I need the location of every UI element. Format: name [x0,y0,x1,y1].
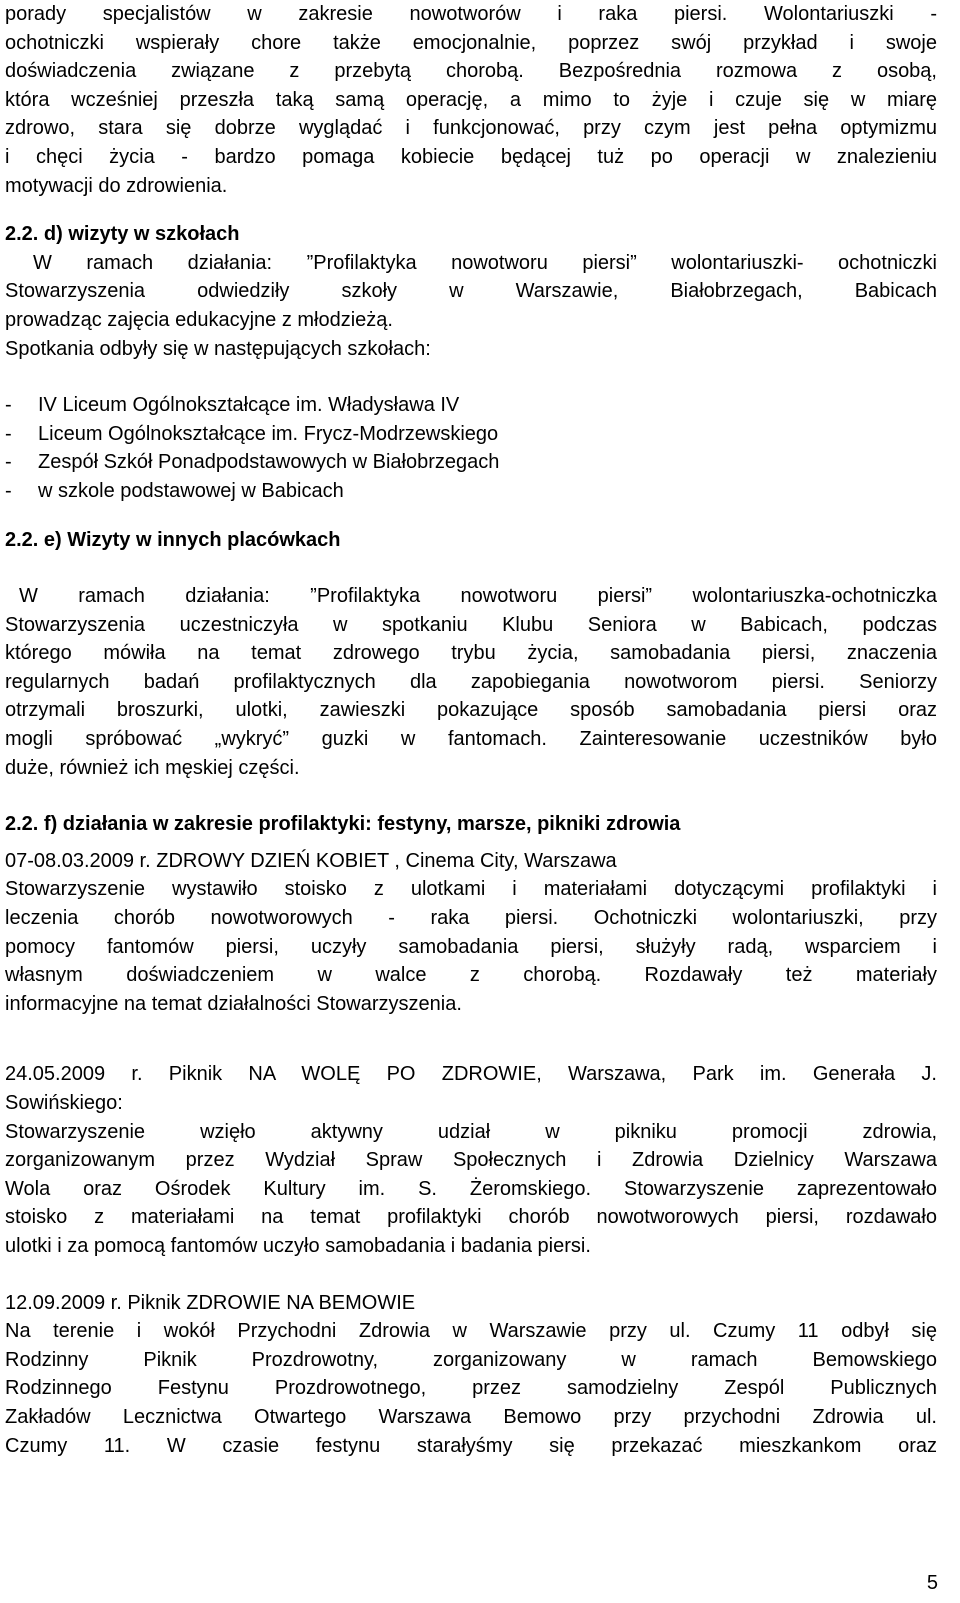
text-line: Na terenie i wokół Przychodni Zdrowia w Warszawie przy ul. Czumy 11 odbył się [5,1320,937,1343]
text-line: Wola oraz Ośrodek Kultury im. S. Żeromskiego. Stowarzyszenie zaprezentowało [5,1177,937,1200]
list-item-text: Liceum Ogólnokształcące im. Frycz-Modrzewskiego [38,422,499,445]
school-list [5,391,937,505]
text-line: Zakładów Lecznictwa Otwartego Warszawa Bemowo przy przychodni Zdrowia ul. [5,1405,937,1428]
text-line: pomocy fantomów piersi, uczyły samobadania piersi, służyły radą, wsparciem i [5,935,937,958]
list-item-text: IV Liceum Ogólnokształcące im. Władysława IV [38,394,460,417]
section-heading-f: 2.2. f) działania w zakresie profilaktyki: festyny, marsze, pikniki zdrowia [5,813,681,836]
text-line: otrzymali broszurki, ulotki, zawieszki pokazujące sposób samobadania piersi oraz [5,699,937,722]
text-line: prowadząc zajęcia edukacyjne z młodzieżą. [5,308,393,331]
intro-paragraph [5,0,937,200]
event-title: 07-08.03.2009 r. ZDROWY DZIEŃ KOBIET , Cinema City, Warszawa [5,849,617,872]
text-line: W ramach działania: ”Profilaktyka nowotworu piersi” wolontariuszka-ochotniczka [19,585,937,608]
text-line: porady specjalistów w zakresie nowotworów i raka piersi. Wolontariuszki - [5,3,937,25]
text-line: ochotniczki wspierały chore także emocjonalnie, poprzez swój przykład i swoje [5,31,937,54]
section-d-paragraph [5,249,937,363]
section-heading-d: 2.2. d) wizyty w szkołach [5,223,240,246]
event-title: Sowińskiego: [5,1092,123,1114]
section-heading-e: 2.2. e) Wizyty w innych placówkach [5,528,341,551]
text-line: Czumy 11. W czasie festynu starałyśmy się przekazać mieszkankom oraz [5,1434,937,1457]
list-item-text: w szkole podstawowej w Babicach [38,479,344,502]
document-page [5,0,937,1460]
event-title: 12.09.2009 r. Piknik ZDROWIE NA BEMOWIE [5,1291,416,1314]
text-line: Spotkania odbyły się w następujących szkołach: [5,337,431,360]
text-line: ulotki i za pomocą fantomów uczyło samobadania i badania piersi. [5,1234,591,1257]
text-line: Stowarzyszenia odwiedziły szkoły w Warszawie, Białobrzegach, Babicach [5,280,937,303]
text-line: własnym doświadczeniem w walce z chorobą. Rozdawały też materiały [5,964,937,987]
text-line: W ramach działania: ”Profilaktyka nowotworu piersi” wolontariuszki- ochotniczki [33,251,937,274]
text-line: Rodzinnego Festynu Prozdrowotnego, przez samodzielny Zespól Publicznych [5,1377,937,1400]
text-line: duże, również ich męskiej części. [5,756,300,779]
event-1-paragraph [5,847,937,1019]
section-e-paragraph [5,582,937,782]
text-line: regularnych badań profilaktycznych dla zapobiegania nowotworom piersi. Seniorzy [5,670,937,693]
list-dash: - [5,394,12,417]
text-line: zorganizowanym przez Wydział Spraw Społecznych i Zdrowia Dzielnicy Warszawa [5,1149,937,1172]
event-3-paragraph [5,1289,937,1461]
text-line: doświadczenia związane z przebytą chorobą. Bezpośrednia rozmowa z osobą, [5,60,937,83]
page-number: 5 [926,1572,938,1594]
text-line: mogli spróbować „wykryć” guzki w fantomach. Zainteresowanie uczestników było [5,728,937,751]
text-line: stoisko z materiałami na temat profilaktyki chorób nowotworowych piersi, rozdawało [5,1206,937,1229]
event-2-paragraph [5,1060,937,1260]
list-item [5,391,937,420]
list-dash: - [5,479,12,502]
text-line: motywacji do zdrowienia. [5,174,228,197]
text-line: która wcześniej przeszła taką samą operację, a mimo to żyje i czuje się w miarę [5,88,937,111]
text-line: Stowarzyszenie wzięło aktywny udział w pikniku promocji zdrowia, [5,1120,937,1143]
list-item [5,448,937,477]
list-dash: - [5,422,12,445]
list-item [5,477,937,506]
text-line: i chęci życia - bardzo pomaga kobiecie będącej tuż po operacji w znalezieniu [5,145,937,168]
text-line: Stowarzyszenie wystawiło stoisko z ulotkami i materiałami dotyczącymi profilaktyki i [5,878,937,901]
event-title: 24.05.2009 r. Piknik NA WOLĘ PO ZDROWIE, Warszawa, Park im. Generała J. [5,1063,937,1086]
text-line: Stowarzyszenia uczestniczyła w spotkaniu Klubu Seniora w Babicach, podczas [5,613,937,636]
list-item-text: Zespół Szkół Ponadpodstawowych w Białobrzegach [38,451,500,474]
list-item [5,420,937,449]
list-dash: - [5,451,12,474]
text-line: informacyjne na temat działalności Stowarzyszenia. [5,992,462,1015]
text-line: którego mówiła na temat zdrowego trybu życia, samobadania piersi, znaczenia [5,642,937,665]
text-line: leczenia chorób nowotworowych - raka piersi. Ochotniczki wolontariuszki, przy [5,907,937,930]
text-line: zdrowo, stara się dobrze wyglądać i funkcjonować, przy czym jest pełna optymizmu [5,117,937,140]
text-line: Rodzinny Piknik Prozdrowotny, zorganizowany w ramach Bemowskiego [5,1348,937,1371]
